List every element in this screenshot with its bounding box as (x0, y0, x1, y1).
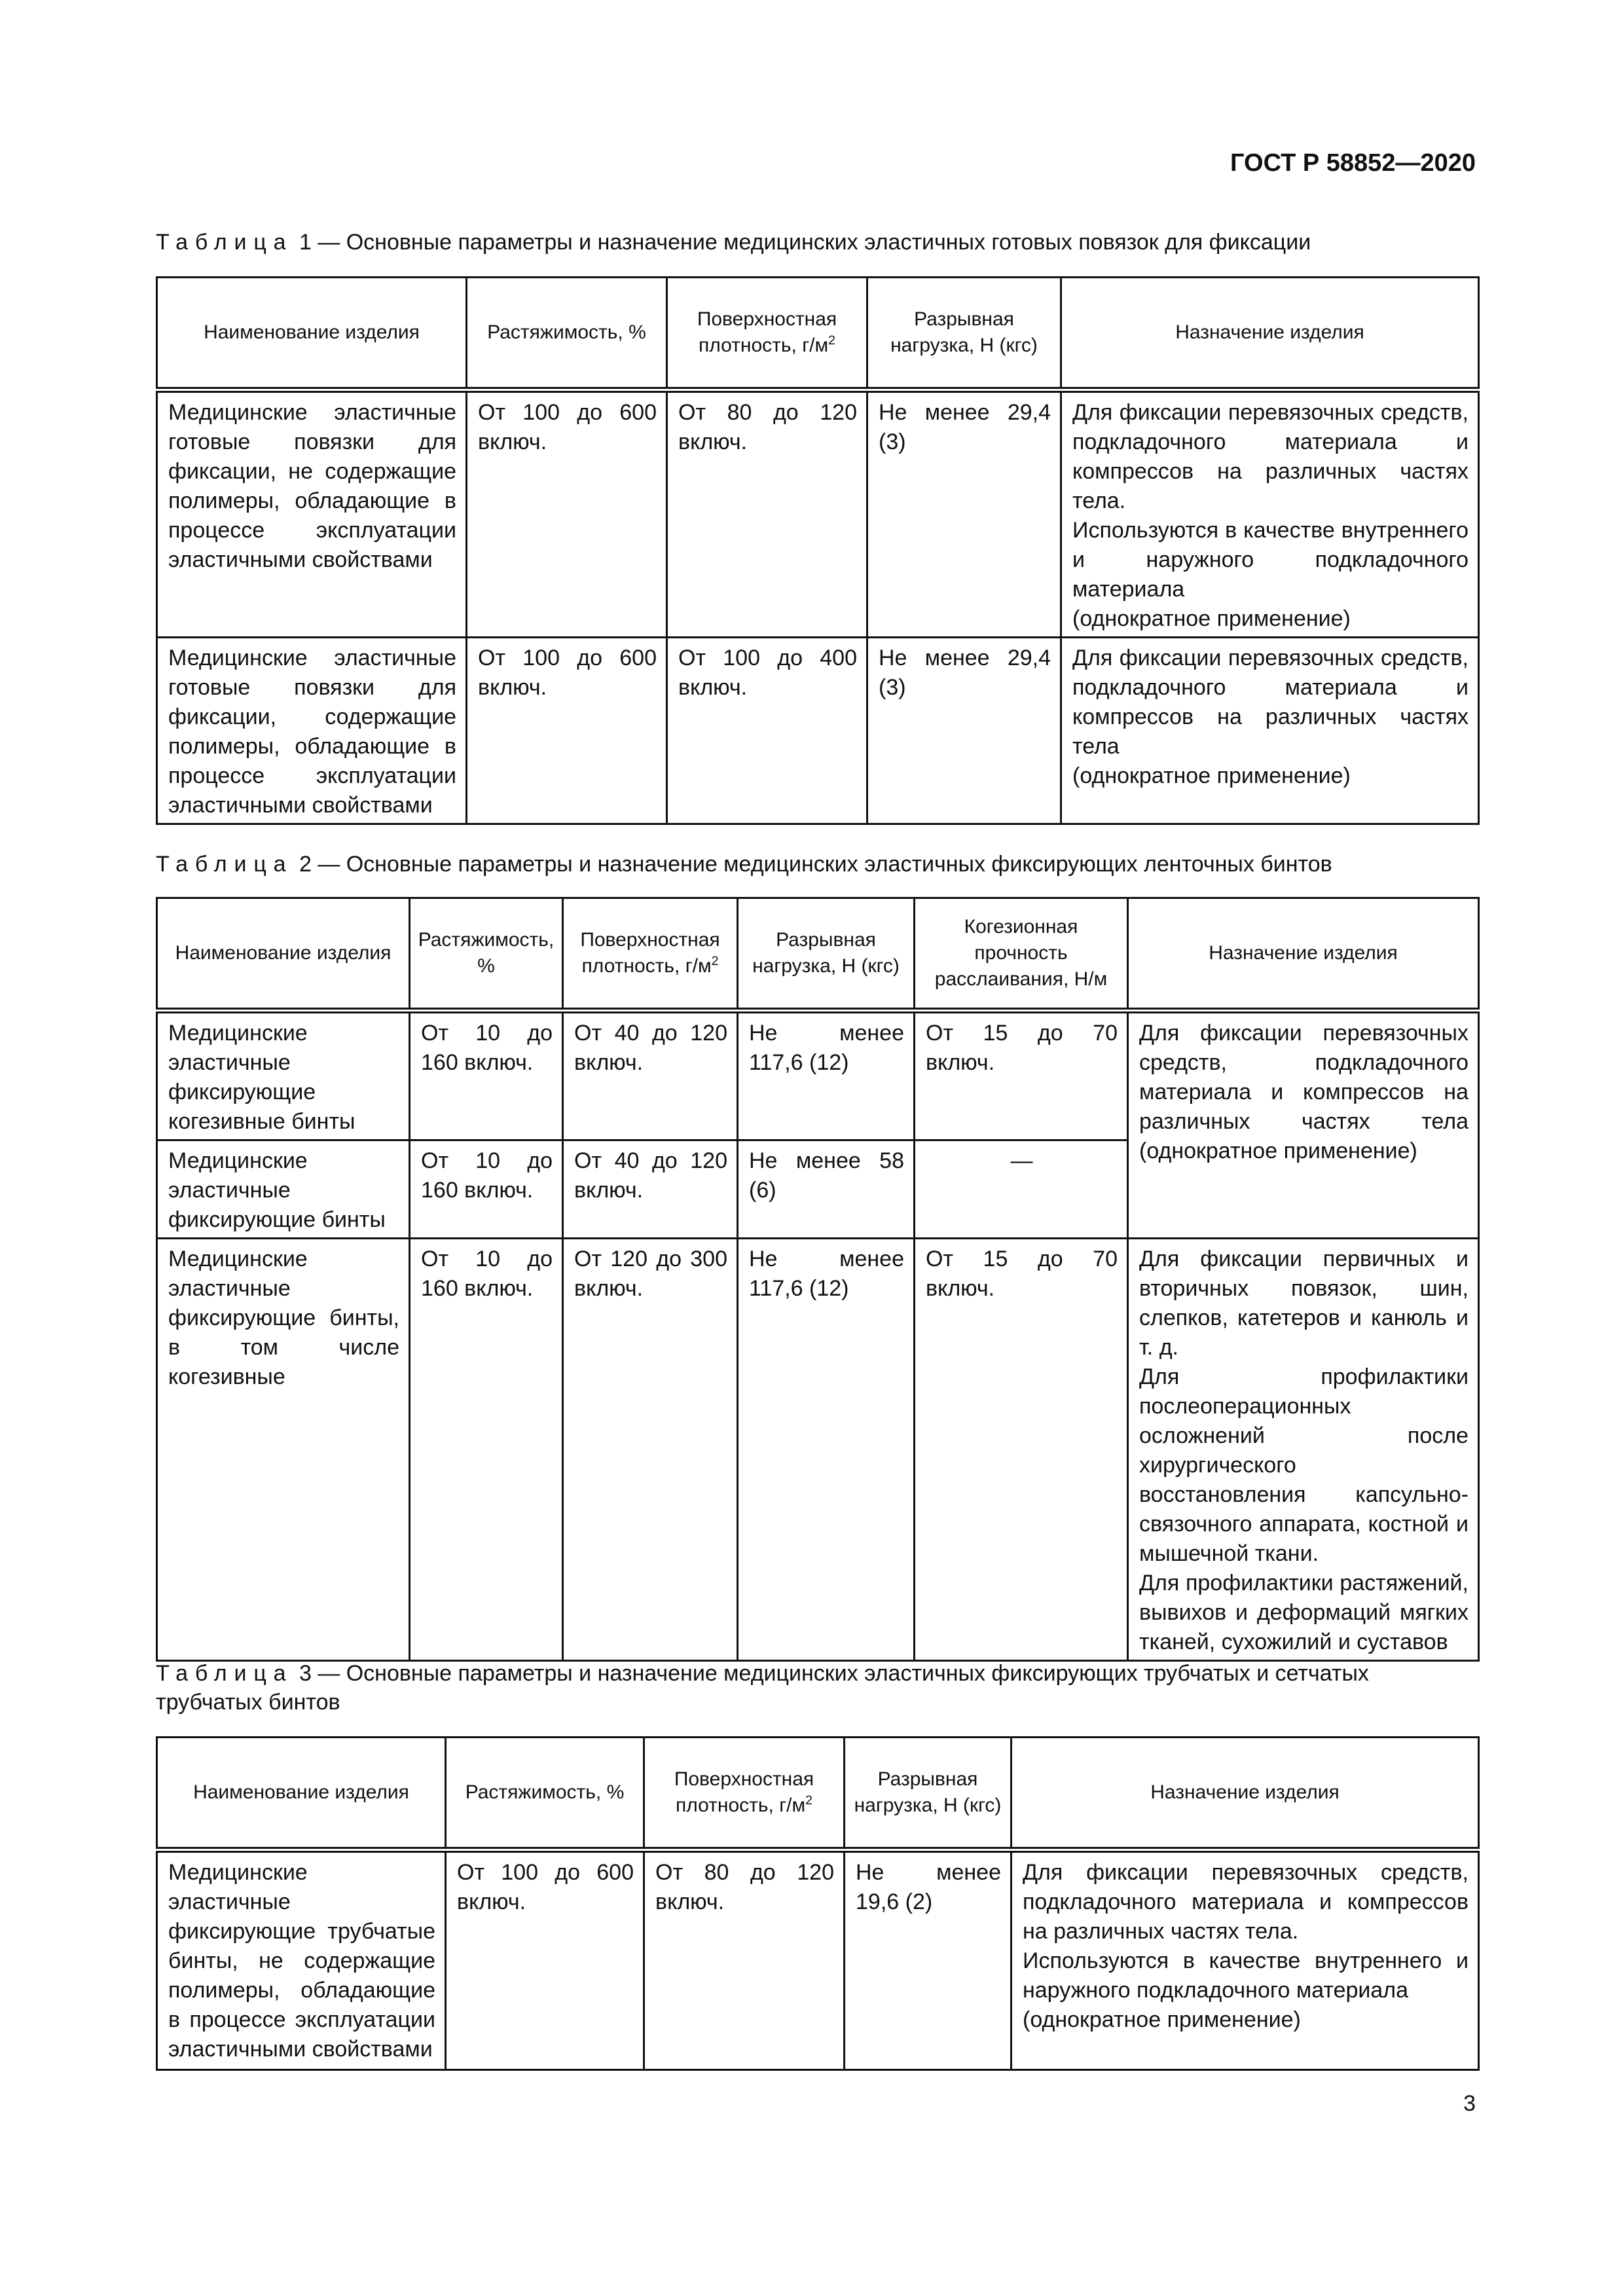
table-1-row-1-density: От 80 до 120 включ. (667, 390, 867, 638)
table-3-header-breaking: Разрывная нагрузка, Н (кгс) (845, 1738, 1012, 1850)
table-1-row-1-breaking: Не менее 29,4 (3) (867, 390, 1061, 638)
table-1-row-2-density: От 100 до 400 включ. (667, 638, 867, 824)
table-1-row-1-purpose-p3: (однократное применение) (1072, 606, 1351, 631)
table-1-header-density-sup: 2 (828, 333, 835, 348)
table-2-row-1-density: От 40 до 120 включ. (563, 1011, 738, 1140)
table-3-row-1-breaking: Не менее 19,6 (2) (845, 1850, 1012, 2070)
table-1-row-2-name: Медицинские эластичные готовые повязки для фиксации, содержащие полимеры, обладающие в процессе эксплуатации эластичными свойствами (157, 638, 467, 824)
table-3-header-density-text: Поверхностная плотность, г/м (674, 1768, 814, 1816)
table-row (157, 1239, 1479, 1661)
table-2-header-purpose: Назначение изделия (1128, 898, 1479, 1011)
table-3-row-1-purpose (1012, 1850, 1479, 2070)
table-2-row-3-cohesion: От 15 до 70 включ. (915, 1239, 1128, 1661)
table-3-label: Таблица (156, 1661, 293, 1686)
table-2-row-3-purpose-p2: Для профилактики послеоперационных осложнений после хирургического восстановления капсульно-связочного аппарата, костной и мышечной ткани. (1139, 1364, 1468, 1566)
table-1-row-1-name: Медицинские эластичные готовые повязки для фиксации, не содержащие полимеры, обладающие в процессе эксплуатации эластичными свойствами (157, 390, 467, 638)
table-1-row-2-purpose (1061, 638, 1479, 824)
table-2-header-density-sup: 2 (711, 954, 719, 968)
table-3-caption (156, 1659, 1478, 1717)
table-2-row-3-purpose-p3: Для профилактики растяжений, вывихов и деформаций мягких тканей, сухожилий и суставов (1139, 1571, 1468, 1654)
table-3-caption-text: 3 — Основные параметры и назначение медицинских эластичных фиксирующих трубчатых и сетчатых трубчатых бинтов (156, 1661, 1369, 1715)
table-1-caption (156, 228, 1478, 257)
table-2-row-2-density: От 40 до 120 включ. (563, 1140, 738, 1239)
table-row (157, 1011, 1479, 1140)
table-1-header-purpose: Назначение изделия (1061, 278, 1479, 390)
table-2-row-2-name: Медицинские эластичные фиксирующие бинты (157, 1140, 410, 1239)
table-1-label: Таблица (156, 230, 293, 255)
table-1-row-1-stretch: От 100 до 600 включ. (467, 390, 667, 638)
table-1-row-2-purpose-p1: Для фиксации перевязочных средств, подкладочного материала и компрессов на различных частях тела (1072, 646, 1468, 759)
table-3-row-1-purpose-p3: (однократное применение) (1023, 2007, 1301, 2032)
table-2-row-1-name: Медицинские эластичные фиксирующие когезивные бинты (157, 1011, 410, 1140)
table-row (157, 390, 1479, 638)
page-number: 3 (1463, 2091, 1476, 2116)
table-2-row-3-purpose (1128, 1239, 1479, 1661)
table-1-row-2-breaking: Не менее 29,4 (3) (867, 638, 1061, 824)
table-row (157, 1850, 1479, 2070)
table-3-row-1-density: От 80 до 120 включ. (644, 1850, 845, 2070)
table-2-row-3-density: От 120 до 300 включ. (563, 1239, 738, 1661)
table-1-header-name: Наименование изделия (157, 278, 467, 390)
table-1-row-1-purpose-p2: Используются в качестве внутреннего и наружного подкладочного материала (1072, 518, 1468, 602)
table-2-row-2-stretch: От 10 до 160 включ. (410, 1140, 563, 1239)
table-2-row-2-breaking: Не менее 58 (6) (738, 1140, 915, 1239)
table-2-caption-text: 2 — Основные параметры и назначение медицинских эластичных фиксирующих ленточных бинтов (299, 852, 1332, 877)
table-2-row-2-cohesion: — (915, 1140, 1128, 1239)
table-2-header-breaking: Разрывная нагрузка, Н (кгс) (738, 898, 915, 1011)
table-3 (156, 1736, 1480, 2071)
table-1-row-1-purpose (1061, 390, 1479, 638)
table-3-row-1-purpose-p1: Для фиксации перевязочных средств, подкладочного материала и компрессов на различных частях тела. (1023, 1860, 1468, 1944)
table-2-label: Таблица (156, 852, 293, 877)
table-3-row-1-name: Медицинские эластичные фиксирующие трубчатые бинты, не содержащие полимеры, обладающие в процессе эксплуатации эластичными свойствами (157, 1850, 446, 2070)
table-1-row-1-purpose-p1: Для фиксации перевязочных средств, подкладочного материала и компрессов на различных частях тела. (1072, 400, 1468, 513)
table-1-header-density-text: Поверхностная плотность, г/м (697, 308, 837, 356)
table-2-row-1-cohesion: От 15 до 70 включ. (915, 1011, 1128, 1140)
table-3-header-name: Наименование изделия (157, 1738, 446, 1850)
table-1-header-density (667, 278, 867, 390)
table-2-header-density-text: Поверхностная плотность, г/м (580, 929, 720, 977)
table-2-row-3-purpose-p1: Для фиксации первичных и вторичных повязок, шин, слепков, катетеров и канюль и т. д. (1139, 1247, 1468, 1360)
table-2-row-3-stretch: От 10 до 160 включ. (410, 1239, 563, 1661)
table-2-header-cohesion: Когезионная прочность расслаивания, Н/м (915, 898, 1128, 1011)
table-1-row-2-purpose-p2: (однократное применение) (1072, 763, 1351, 788)
table-1 (156, 276, 1480, 825)
table-2 (156, 897, 1480, 1662)
table-1-header-breaking: Разрывная нагрузка, Н (кгс) (867, 278, 1061, 390)
table-1-row-2-stretch: От 100 до 600 включ. (467, 638, 667, 824)
table-1-caption-text: 1 — Основные параметры и назначение медицинских эластичных готовых повязок для фиксации (299, 230, 1311, 255)
table-3-header-purpose: Назначение изделия (1012, 1738, 1479, 1850)
table-2-rows-1-2-purpose: Для фиксации перевязочных средств, подкладочного материала и компрессов на различных частях тела (однократное применение) (1128, 1011, 1479, 1239)
table-2-row-3-name: Медицинские эластичные фиксирующие бинты, в том числе когезивные (157, 1239, 410, 1661)
table-2-header-density (563, 898, 738, 1011)
table-3-row-1-stretch: От 100 до 600 включ. (446, 1850, 644, 2070)
table-2-row-1-breaking: Не менее 117,6 (12) (738, 1011, 915, 1140)
table-3-header-stretch: Растяжимость, % (446, 1738, 644, 1850)
table-2-row-1-stretch: От 10 до 160 включ. (410, 1011, 563, 1140)
table-3-row-1-purpose-p2: Используются в качестве внутреннего и наружного подкладочного материала (1023, 1948, 1468, 2003)
table-2-caption (156, 850, 1478, 879)
table-2-header-stretch: Растяжимость, % (410, 898, 563, 1011)
document-number: ГОСТ Р 58852—2020 (1230, 149, 1476, 177)
table-2-header-name: Наименование изделия (157, 898, 410, 1011)
table-3-header-density-sup: 2 (805, 1793, 812, 1808)
table-2-row-3-breaking: Не менее 117,6 (12) (738, 1239, 915, 1661)
table-1-header-stretch: Растяжимость, % (467, 278, 667, 390)
table-3-header-density (644, 1738, 845, 1850)
table-row (157, 638, 1479, 824)
